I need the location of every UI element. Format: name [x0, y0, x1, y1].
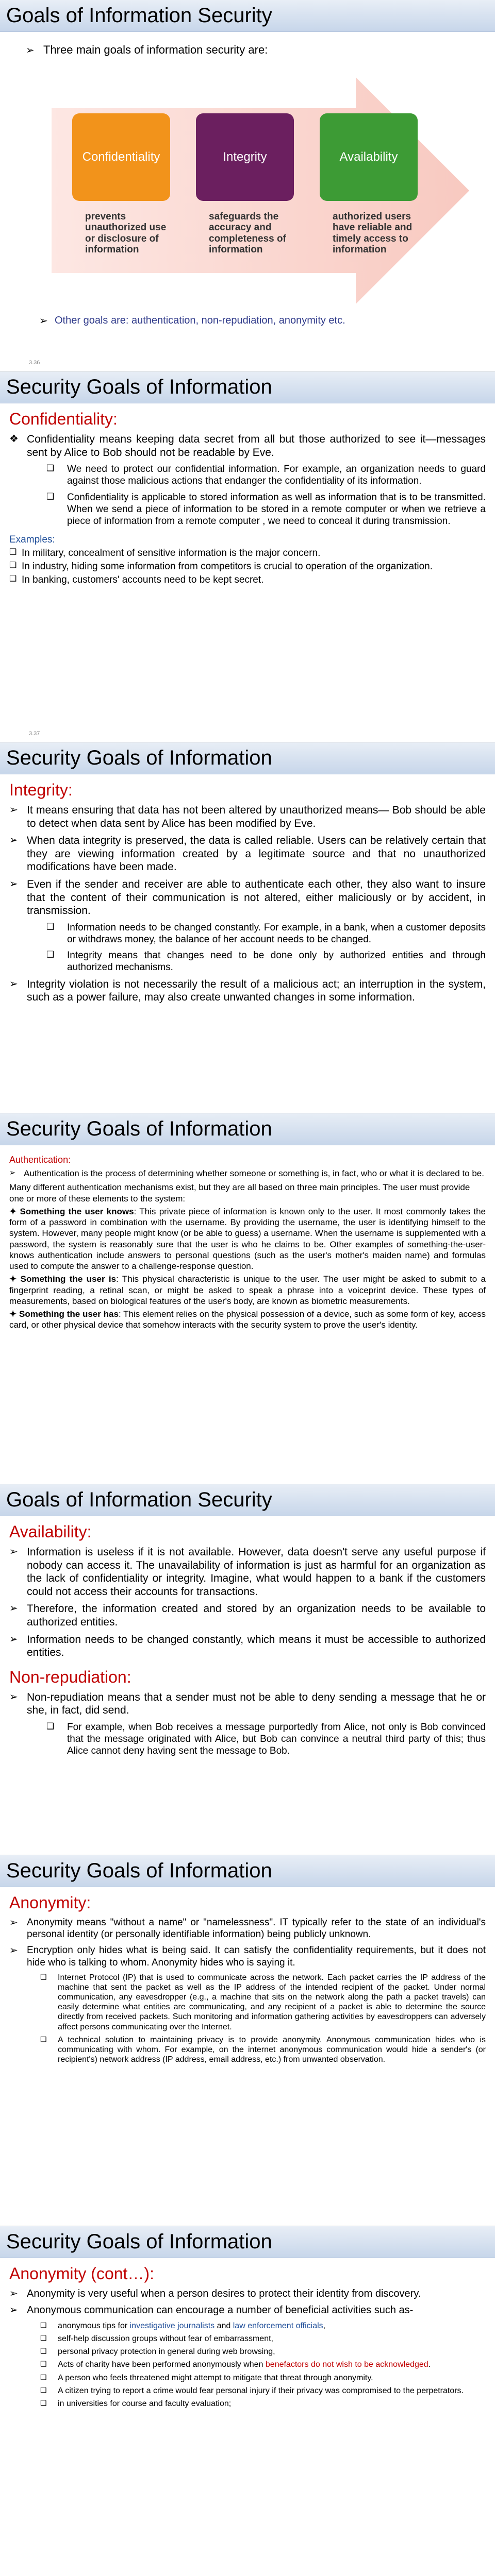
arrow-bullet-icon: ➢: [9, 1546, 18, 1557]
goal-box-availability: [320, 113, 418, 201]
checkbox-bullet-icon: ❑: [46, 921, 55, 931]
checkbox-bullet-icon: ❑: [40, 2385, 47, 2394]
intro-bullet: [26, 43, 495, 57]
section-heading: Confidentiality:: [9, 410, 118, 428]
benefit-text: [58, 2321, 486, 2331]
example-item: [9, 547, 486, 559]
sub-bullet: [9, 1721, 486, 1757]
highlight-text: benefactors do not wish to be acknowledged: [265, 2360, 428, 2369]
bullet-text: Non-repudiation means that a sender must not be able to deny sending a message that he or she, in fact, did send.: [27, 1691, 486, 1717]
bullet: [9, 1917, 486, 1940]
bullet-text: We need to protect our confidential information. For example, an organization needs to guard against those malicious actions that endanger the confidentiality of its information.: [67, 464, 486, 487]
slide-confidentiality: [0, 371, 495, 742]
arrow-bullet-icon: ➢: [9, 1945, 18, 1957]
benefit-text: A citizen trying to report a crime would fear personal injury if their privacy was compromised to the perpetrators.: [58, 2386, 464, 2395]
slide-title-bar: [0, 2226, 495, 2258]
arrow-bullet-icon: ➢: [9, 1603, 18, 1615]
slide-availability: [0, 1484, 495, 1855]
intro-text: Three main goals of information security are:: [43, 43, 268, 56]
bullet: [9, 1633, 486, 1659]
bullet-dot-icon: ➢: [9, 978, 18, 990]
paragraph: Many different authentication mechanisms exist, but they are all based on three main principles. The user must provide one or more of these elements to the system:: [9, 1182, 470, 1204]
bullet: [9, 1168, 486, 1179]
benefit-item: [9, 2360, 486, 2369]
bullet-text: Confidentiality means keeping data secret from all but those authorized to see it—messages sent by Alice to Bob should not be readable by Eve.: [27, 433, 486, 459]
goal-caption-confidentiality: prevents unauthorized use or disclosure of information: [85, 211, 167, 255]
slide-title: Goals of Information Security: [6, 1488, 272, 1511]
bullet-text: When data integrity is preserved, the data is called reliable. Users can be relatively certain that they are viewing information created by a legitimate source and that no unauthorized modifications have been made.: [27, 835, 486, 873]
checkbox-bullet-icon: ❑: [46, 1721, 55, 1732]
bullet: [9, 2287, 486, 2300]
checkbox-bullet-icon: ❑: [40, 1972, 47, 1981]
checkbox-bullet-icon: ❑: [40, 2347, 47, 2355]
benefit-item: [9, 2386, 486, 2396]
section-heading: Authentication:: [9, 1155, 71, 1165]
arrow-bullet-icon: ➢: [9, 1633, 18, 1645]
principle-title: Something the user knows: [20, 1206, 134, 1216]
bullet-dot-icon: ➢: [9, 835, 18, 846]
goal-box-confidentiality: [72, 113, 170, 201]
bullet: [9, 1944, 486, 1968]
benefit-text: [58, 2360, 486, 2369]
sub-bullet: [9, 950, 486, 973]
checkbox-bullet-icon: ❑: [40, 2035, 47, 2043]
sub-bullet: [9, 2035, 486, 2065]
benefit-text: in universities for course and faculty evaluation;: [58, 2399, 232, 2408]
bullet: [9, 978, 486, 1004]
benefit-item: [9, 2321, 486, 2331]
highlight-text: investigative journalists: [129, 2321, 215, 2330]
text-span: .: [428, 2360, 431, 2369]
principle-text: : This physical characteristic is unique to the user. The user might be asked to submit to a fingerprint reading, a retinal scan, or might be asked to speak a phrase into a voiceprint device. These types of measurements, based on biological features of the user's body, are known as biometric measurements.: [9, 1274, 486, 1306]
goals-diagram: [52, 77, 474, 304]
principle-text: : This element relies on the physical possession of a device, such as some form of key, access card, or other physical device that somehow interacts with the security system to prove the user's identity.: [9, 1309, 486, 1330]
goal-label: Confidentiality: [82, 150, 160, 164]
bullet-text: Confidentiality is applicable to stored information as well as information that is to be transmitted. When we send a piece of information to be stored in a remote computer or when we retrieve a piece of information from a remote computer , we need to conceal it during transmission.: [67, 492, 486, 527]
goal-label: Availability: [339, 150, 398, 164]
bullet: [9, 1546, 486, 1598]
slide-integrity: [0, 742, 495, 1113]
bullet-text: It means ensuring that data has not been altered by unauthorized means— Bob should be able to detect when data sent by Alice has been modified by Eve.: [27, 804, 486, 829]
other-goals-bullet: [39, 314, 345, 327]
slide-number: 3.36: [29, 360, 40, 366]
benefit-item: [9, 2399, 486, 2409]
example-text: In industry, hiding some information from competitors is crucial to operation of the organization.: [22, 561, 433, 572]
checkbox-bullet-icon: ❑: [46, 491, 55, 501]
bullet: [9, 878, 486, 918]
sub-bullet: [9, 922, 486, 945]
sub-bullet: [9, 492, 486, 528]
bullet-text: Internet Protocol (IP) that is used to communicate across the network. Each packet carries the IP address of the machine that sent the packet as well as the IP address of the intended recipient of the packet. Under normal communication, any eavesdropper (e.g., a machine that sits on the network along the path a packet travels) can easily determine what entities are communicating, and any recipient of a packet is able to determine the source directly from received packets. Such monitoring and information gathering activities by eavesdroppers can adversely affect persons communicating over the Internet.: [58, 1973, 486, 2031]
principle-knows: ✦ Something the user knows: This private piece of information is known only to the user. It most commonly takes the form of a password in combination with the username. By providing the username, the user is identifying himself to the system. However, many people might know (or be able to guess) a username. When the username is supplemented with a password, the system is reasonably sure that the user is who he claims to be. Other examples of something-the-user-knows authentication include answers to personal questions (such as the user's mother's maiden name) and formulas used to compute the answer to a challenge-response question.: [9, 1206, 486, 1272]
text-span: Acts of charity have been performed anonymously when: [58, 2360, 266, 2369]
bullet-text: Authentication is the process of determining whether someone or something is, in fact, who or what it is declared to be.: [24, 1168, 484, 1178]
section-heading: Integrity:: [9, 781, 73, 799]
arrow-bullet-icon: ➢: [9, 1917, 18, 1928]
bullet-dot-icon: ➢: [9, 804, 18, 816]
checkbox-bullet-icon: ❑: [40, 2398, 47, 2407]
benefit-item: [9, 2347, 486, 2357]
slide-title-bar: [0, 1113, 495, 1145]
arrow-bullet-icon: ➢: [26, 44, 35, 56]
checkbox-bullet-icon: ❑: [46, 463, 55, 473]
benefit-text: self-help discussion groups without fear of embarrassment,: [58, 2334, 273, 2343]
slide-title-bar: [0, 1484, 495, 1516]
bullet-text: Information needs to be changed constantly, which means it must be accessible to authorized entities.: [27, 1633, 486, 1659]
slide-title: Security Goals of Information: [6, 2230, 272, 2253]
arrow-bullet-icon: ➢: [9, 1168, 16, 1177]
bullet-text: For example, when Bob receives a message purportedly from Alice, not only is Bob convinced that the message originated with Alice, but Bob can convince a neutral third party of this; thus Alice cannot deny having sent the message to Bob.: [67, 1722, 486, 1757]
text-span: and: [214, 2321, 233, 2330]
goal-box-integrity: [196, 113, 294, 201]
arrow-bullet-icon: ➢: [9, 1691, 18, 1703]
goal-caption-integrity: safeguards the accuracy and completeness of information: [209, 211, 286, 255]
slide-title-bar: [0, 742, 495, 774]
section-heading: Anonymity:: [9, 1893, 91, 1912]
bullet-text: Anonymity means "without a name" or "namelessness". IT typically refer to the state of an individual's personal identity (or personally identifiable information) being publicly unknown.: [27, 1917, 486, 1940]
checkbox-bullet-icon: ❑: [9, 548, 17, 557]
bullet-text: Therefore, the information created and stored by an organization needs to be available to authorized entities.: [27, 1603, 486, 1629]
bullet: [9, 1691, 486, 1717]
sub-bullet: [9, 463, 486, 487]
slide-number: 3.37: [29, 731, 40, 737]
slide-anonymity: [0, 1855, 495, 2226]
slide-title: Security Goals of Information: [6, 1117, 272, 1140]
checkbox-bullet-icon: ❑: [40, 2360, 47, 2368]
benefit-item: [9, 2373, 486, 2383]
example-text: In military, concealment of sensitive information is the major concern.: [22, 548, 321, 559]
principle-is: ✦ Something the user is: This physical characteristic is unique to the user. The user might be asked to submit to a fingerprint reading, a retinal scan, or might be asked to speak a phrase into a voiceprint device. These types of measurements, based on biological features of the user's body, are known as biometric measurements.: [9, 1274, 486, 1306]
example-item: [9, 561, 486, 572]
slide-title-bar: [0, 1855, 495, 1887]
principle-text: : This private piece of information is known only to the user. It most commonly takes the form of a password in combination with the username. By providing the username, the user is identifying himself to the system. However, many people might know (or be able to guess) a username. When the username is supplemented with a password, the system is reasonably sure that the user is who he claims to be. Other examples of something-the-user-knows authentication include answers to personal questions (such as the user's mother's maiden name) and formulas used to compute the answer to a challenge-response question.: [9, 1206, 486, 1272]
bullet-text: Anonymous communication can encourage a number of beneficial activities such as-: [27, 2304, 414, 2316]
highlight-text: law enforcement officials: [233, 2321, 323, 2330]
examples-label: Examples:: [9, 534, 55, 546]
goal-caption-availability: authorized users have reliable and timely access to information: [333, 211, 412, 255]
slide-title-bar: [0, 0, 495, 32]
bullet-text: Integrity means that changes need to be done only by authorized entities and through authorized mechanisms.: [67, 950, 486, 973]
other-goals-text: Other goals are: authentication, non-repudiation, anonymity etc.: [55, 315, 345, 326]
checkbox-bullet-icon: ❑: [40, 2372, 47, 2381]
bullet-text: A technical solution to maintaining privacy is to provide anonymity. Anonymous communication hides who is communicating with whom. For example, on the internet anonymous communication would hide a sender's (or recipient's) network address (IP address, email address, etc.) from unwanted observation.: [58, 2035, 486, 2064]
example-item: [9, 574, 486, 586]
arrow-bullet-icon: ➢: [9, 2288, 18, 2299]
arrow-bullet-icon: ➢: [39, 315, 48, 327]
bullet-text: Anonymity is very useful when a person desires to protect their identity from discovery.: [27, 2288, 421, 2299]
slide-title: Security Goals of Information: [6, 376, 272, 398]
goal-label: Integrity: [223, 150, 267, 164]
benefit-text: A person who feels threatened might attempt to mitigate that threat through anonymity.: [58, 2373, 373, 2382]
principle-has: ✦ Something the user has: This element relies on the physical possession of a device, such as some form of key, access card, or other physical device that somehow interacts with the security system to prove the user's identity.: [9, 1309, 486, 1330]
bullet: [9, 834, 486, 874]
slide-authentication: [0, 1113, 495, 1484]
arrow-bullet-icon: ➢: [9, 2304, 18, 2316]
text-span: anonymous tips for: [58, 2321, 130, 2330]
bullet: [9, 2304, 486, 2316]
principle-title: Something the user is: [20, 1274, 117, 1284]
text-span: ,: [323, 2321, 326, 2330]
checkbox-bullet-icon: ❑: [40, 2320, 47, 2329]
section-heading: Anonymity (cont…):: [9, 2264, 154, 2283]
slide-title: Goals of Information Security: [6, 4, 272, 27]
slide-title-bar: [0, 371, 495, 403]
bullet: [9, 1602, 486, 1629]
checkbox-bullet-icon: ❑: [9, 574, 17, 584]
diamond-bullet-icon: ❖: [9, 433, 19, 445]
bullet-text: Information needs to be changed constantly. For example, in a bank, when a customer deposits or withdraws money, the balance of her account needs to be changed.: [67, 922, 486, 945]
bullet: [9, 433, 486, 459]
bullet-text: Encryption only hides what is being said. It can satisfy the confidentiality requirements, but it does not hide who is talking to whom. Anonymity hides who is saying it.: [27, 1945, 486, 1968]
slide-anonymity-cont: [0, 2226, 495, 2576]
example-text: In banking, customers' accounts need to be kept secret.: [22, 574, 264, 586]
slide-title: Security Goals of Information: [6, 1859, 272, 1882]
checkbox-bullet-icon: ❑: [40, 2333, 47, 2342]
bullet: [9, 804, 486, 830]
benefit-item: [9, 2334, 486, 2344]
bullet-text: Integrity violation is not necessarily the result of a malicious act; an interruption in the system, such as a power failure, may also create unwanted changes in some information.: [27, 978, 486, 1004]
bullet-dot-icon: ➢: [9, 878, 18, 890]
checkbox-bullet-icon: ❑: [9, 561, 17, 570]
section-heading: Non-repudiation:: [9, 1667, 131, 1686]
section-heading: Availability:: [9, 1522, 92, 1541]
bullet-text: Information is useless if it is not available. However, data doesn't serve any useful purpose if nobody can access it. The unavailability of information is just as harmful for an organization as the lack of confidentiality or integrity. Imagine, what would happen to a bank if the customers could not access their accounts for transactions.: [27, 1546, 486, 1598]
checkbox-bullet-icon: ❑: [46, 950, 55, 960]
slide-goals-overview: [0, 0, 495, 371]
bullet-text: Even if the sender and receiver are able to authenticate each other, they also want to insure that the content of their communication is not altered, either maliciously or by accident, in transmission.: [27, 878, 486, 917]
benefit-text: personal privacy protection in general during web browsing,: [58, 2347, 275, 2357]
slide-title: Security Goals of Information: [6, 747, 272, 769]
sub-bullet: [9, 1973, 486, 2032]
principle-title: Something the user has: [19, 1309, 119, 1319]
